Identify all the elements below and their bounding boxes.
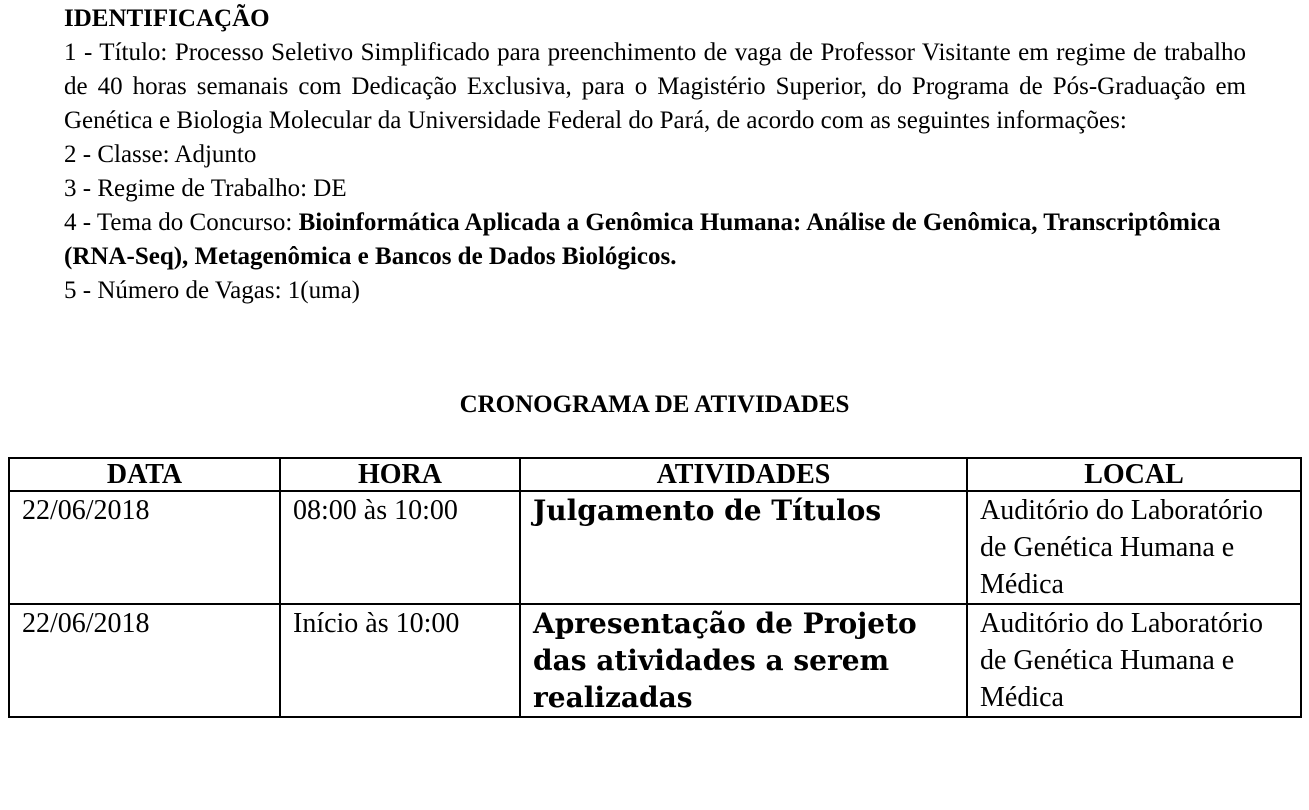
item-title: 1 - Título: Processo Seletivo Simplificado para preenchimento de vaga de Professor Visitante em regime de trabalho de 40 horas semanais com Dedicação Exclusiva, para o Magistério Superior, do Programa de Pós-Graduação em Genética e Biologia Molecular da Universidade Federal do Pará, de acordo com as seguintes informações: <box>64 39 1246 134</box>
cell-hora: Início às 10:00 <box>280 604 520 717</box>
cell-atividade: Julgamento de Títulos <box>520 491 967 604</box>
cell-local: Auditório do Laboratório de Genética Humana e Médica <box>967 491 1301 604</box>
header-atividades: ATIVIDADES <box>520 458 967 491</box>
cell-atividade: Apresentação de Projeto das atividades a serem realizadas <box>520 604 967 717</box>
item-theme-value: Bioinformática Aplicada a Genômica Humana: Análise de Genômica, Transcriptômica (RNA-Seq), Metagenômica e Bancos de Dados Biológicos. <box>64 209 1221 270</box>
item-class: 2 - Classe: Adjunto <box>64 141 257 168</box>
cell-data: 22/06/2018 <box>9 604 280 717</box>
header-local: LOCAL <box>967 458 1301 491</box>
table-row <box>9 604 1301 717</box>
cell-local: Auditório do Laboratório de Genética Humana e Médica <box>967 604 1301 717</box>
identification-heading: IDENTIFICAÇÃO <box>64 5 270 32</box>
schedule-title: CRONOGRAMA DE ATIVIDADES <box>459 391 850 418</box>
cell-hora: 08:00 às 10:00 <box>280 491 520 604</box>
item-vacancies: 5 - Número de Vagas: 1(uma) <box>64 277 360 304</box>
item-theme-label: 4 - Tema do Concurso: <box>64 209 299 236</box>
header-hora: HORA <box>280 458 520 491</box>
item-theme <box>64 206 1246 274</box>
schedule-table <box>8 457 1302 718</box>
identification-section <box>64 2 1246 308</box>
schedule-header-row <box>9 458 1301 491</box>
cell-data: 22/06/2018 <box>9 491 280 604</box>
table-row <box>9 491 1301 604</box>
item-work-regime: 3 - Regime de Trabalho: DE <box>64 175 347 202</box>
header-data: DATA <box>9 458 280 491</box>
